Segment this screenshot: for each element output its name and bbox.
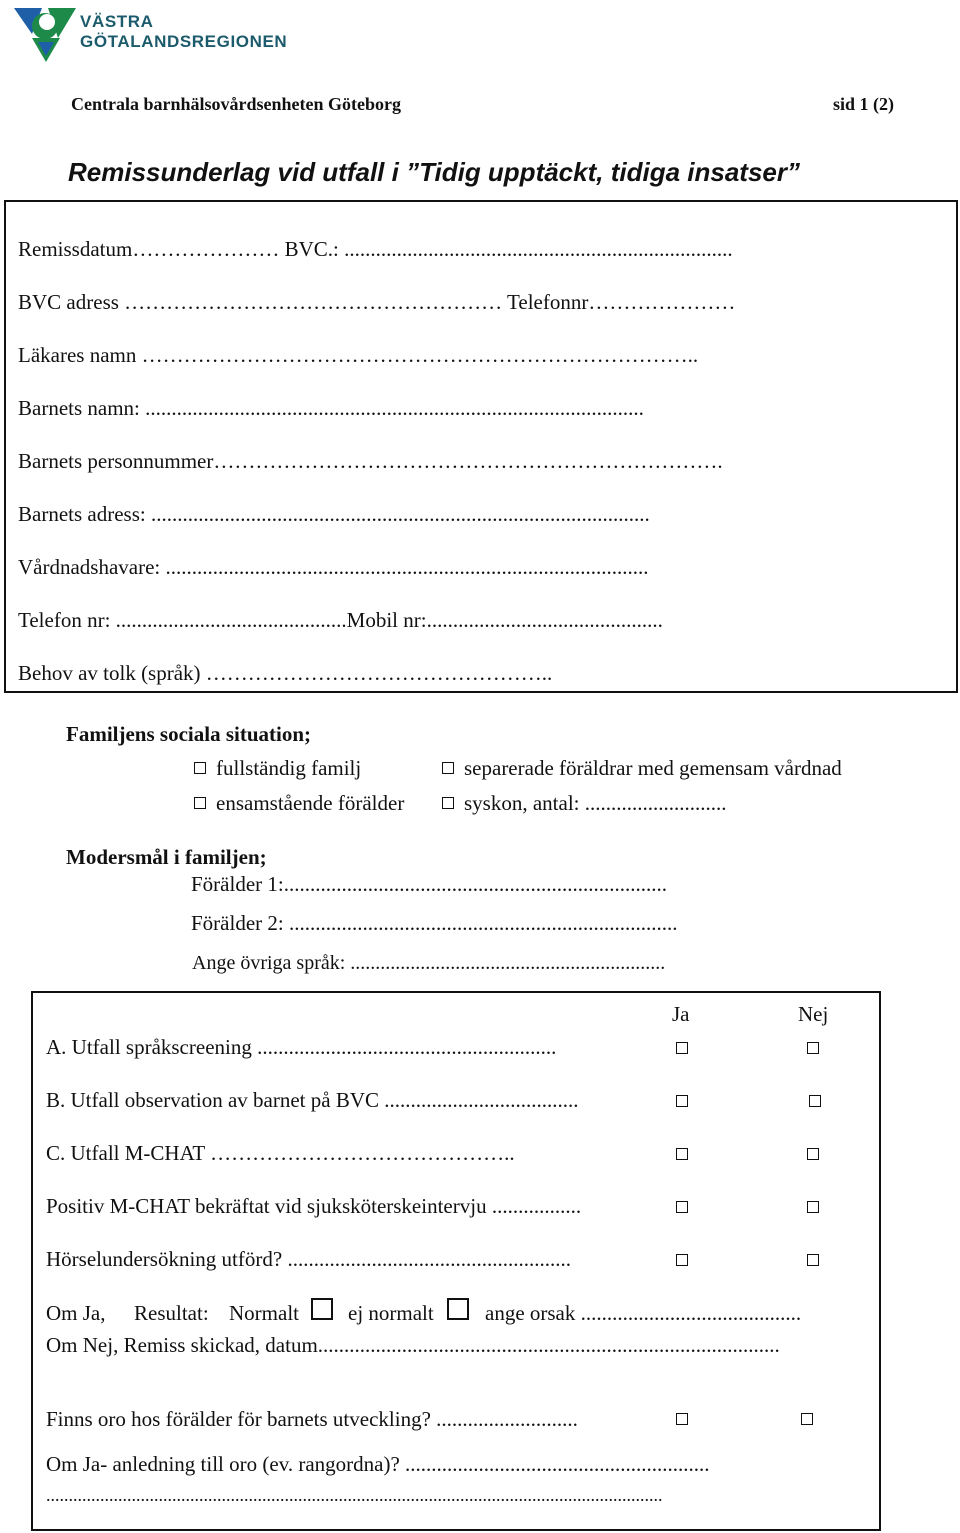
checkbox-syskon[interactable] (442, 797, 454, 809)
field-barnets-adress[interactable]: Barnets adress: ............................................................................................... (18, 502, 650, 526)
field-remissdatum[interactable]: Remissdatum………………… BVC.: .......................................................................... (18, 237, 733, 261)
checkbox-horsel-ja[interactable] (676, 1254, 688, 1266)
checkbox-sprakscreening-nej[interactable] (807, 1042, 819, 1054)
checkbox-oro-ja[interactable] (676, 1413, 688, 1425)
checkbox-result-normal[interactable] (311, 1298, 333, 1320)
checkbox-separerade[interactable] (442, 762, 454, 774)
page-number: sid 1 (2) (833, 94, 895, 114)
document-title: Remissunderlag vid utfall i ”Tidig upptäckt, tidiga insatser” (68, 157, 800, 187)
result-normal-label: Normalt (229, 1301, 299, 1325)
field-vardnadshavare[interactable]: Vårdnadshavare: ............................................................................................ (18, 555, 649, 579)
field-remiss-datum[interactable]: Om Nej, Remiss skickad, datum........................................................................................ (46, 1333, 780, 1357)
field-bvc-adress[interactable]: BVC adress ……………………………………………… Telefonnr………………… (18, 290, 736, 314)
logo-line-2: GÖTALANDSREGIONEN (80, 32, 288, 51)
field-ovriga-sprak[interactable]: Ange övriga språk: ............................................................... (192, 952, 666, 974)
checkbox-horsel-nej[interactable] (807, 1254, 819, 1266)
row-m-chat: C. Utfall M-CHAT …………………………………….. (46, 1141, 515, 1165)
column-header-ja: Ja (672, 1002, 690, 1026)
column-header-nej: Nej (798, 1002, 829, 1026)
result-abnormal-label: ej normalt (348, 1301, 434, 1325)
checkbox-fullstandig-familj[interactable] (194, 762, 206, 774)
row-sprakscreening: A. Utfall språkscreening ......................................................... (46, 1035, 557, 1059)
checkbox-sprakscreening-ja[interactable] (676, 1042, 688, 1054)
checkbox-positiv-m-chat-ja[interactable] (676, 1201, 688, 1213)
option-ensamstaende: ensamstående förälder (216, 791, 405, 815)
result-label: Resultat: (134, 1301, 209, 1325)
checkbox-m-chat-nej[interactable] (807, 1148, 819, 1160)
checkbox-positiv-m-chat-nej[interactable] (807, 1201, 819, 1213)
field-lakares-namn[interactable]: Läkares namn …………………………………………………………………….. (18, 343, 699, 367)
row-oro-forälder: Finns oro hos förälder för barnets utveckling? ........................... (46, 1407, 578, 1431)
field-tolk[interactable]: Behov av tolk (språk) ………………………………………….. (18, 661, 553, 685)
field-barnets-namn[interactable]: Barnets namn: ............................................................................................... (18, 396, 644, 420)
mother-tongue-heading: Modersmål i familjen; (66, 845, 267, 869)
checkbox-m-chat-ja[interactable] (676, 1148, 688, 1160)
checkbox-oro-nej[interactable] (801, 1413, 813, 1425)
option-fullstandig-familj: fullständig familj (216, 756, 362, 780)
logo-line-1: VÄSTRA (80, 12, 154, 31)
checkbox-observation-nej[interactable] (809, 1095, 821, 1107)
row-observation-bvc: B. Utfall observation av barnet på BVC ..................................... (46, 1088, 579, 1112)
option-separerade: separerade föräldrar med gemensam vårdnad (464, 756, 842, 780)
field-foralder-2[interactable]: Förälder 2: .......................................................................... (191, 911, 678, 935)
checkbox-observation-ja[interactable] (676, 1095, 688, 1107)
row-positiv-m-chat: Positiv M-CHAT bekräftat vid sjuksköterskeintervju ................. (46, 1194, 582, 1218)
field-oro-extra-line[interactable]: ......................................................................................................................................... (46, 1485, 663, 1505)
checkbox-ensamstaende[interactable] (194, 797, 206, 809)
field-personnummer[interactable]: Barnets personnummer………………………………………………………………. (18, 449, 723, 473)
header-organization: Centrala barnhälsovårdsenheten Göteborg (71, 94, 401, 114)
checkbox-result-abnormal[interactable] (447, 1298, 469, 1320)
social-situation-heading: Familjens sociala situation; (66, 722, 311, 746)
row-horselundersokning: Hörselundersökning utförd? ...................................................... (46, 1247, 571, 1271)
logo-mark-icon (12, 4, 82, 66)
option-syskon[interactable]: syskon, antal: ........................... (464, 791, 727, 815)
field-telefon-mobil[interactable]: Telefon nr: ............................................Mobil nr:............................................. (18, 608, 663, 632)
field-foralder-1[interactable]: Förälder 1:......................................................................... (191, 872, 667, 896)
field-result-reason[interactable]: ange orsak .......................................... (485, 1301, 802, 1325)
result-prefix: Om Ja, (46, 1301, 106, 1325)
field-oro-anledning[interactable]: Om Ja- anledning till oro (ev. rangordna)? .......................................................... (46, 1452, 710, 1476)
vastra-gotalandsregionen-logo (12, 4, 302, 66)
